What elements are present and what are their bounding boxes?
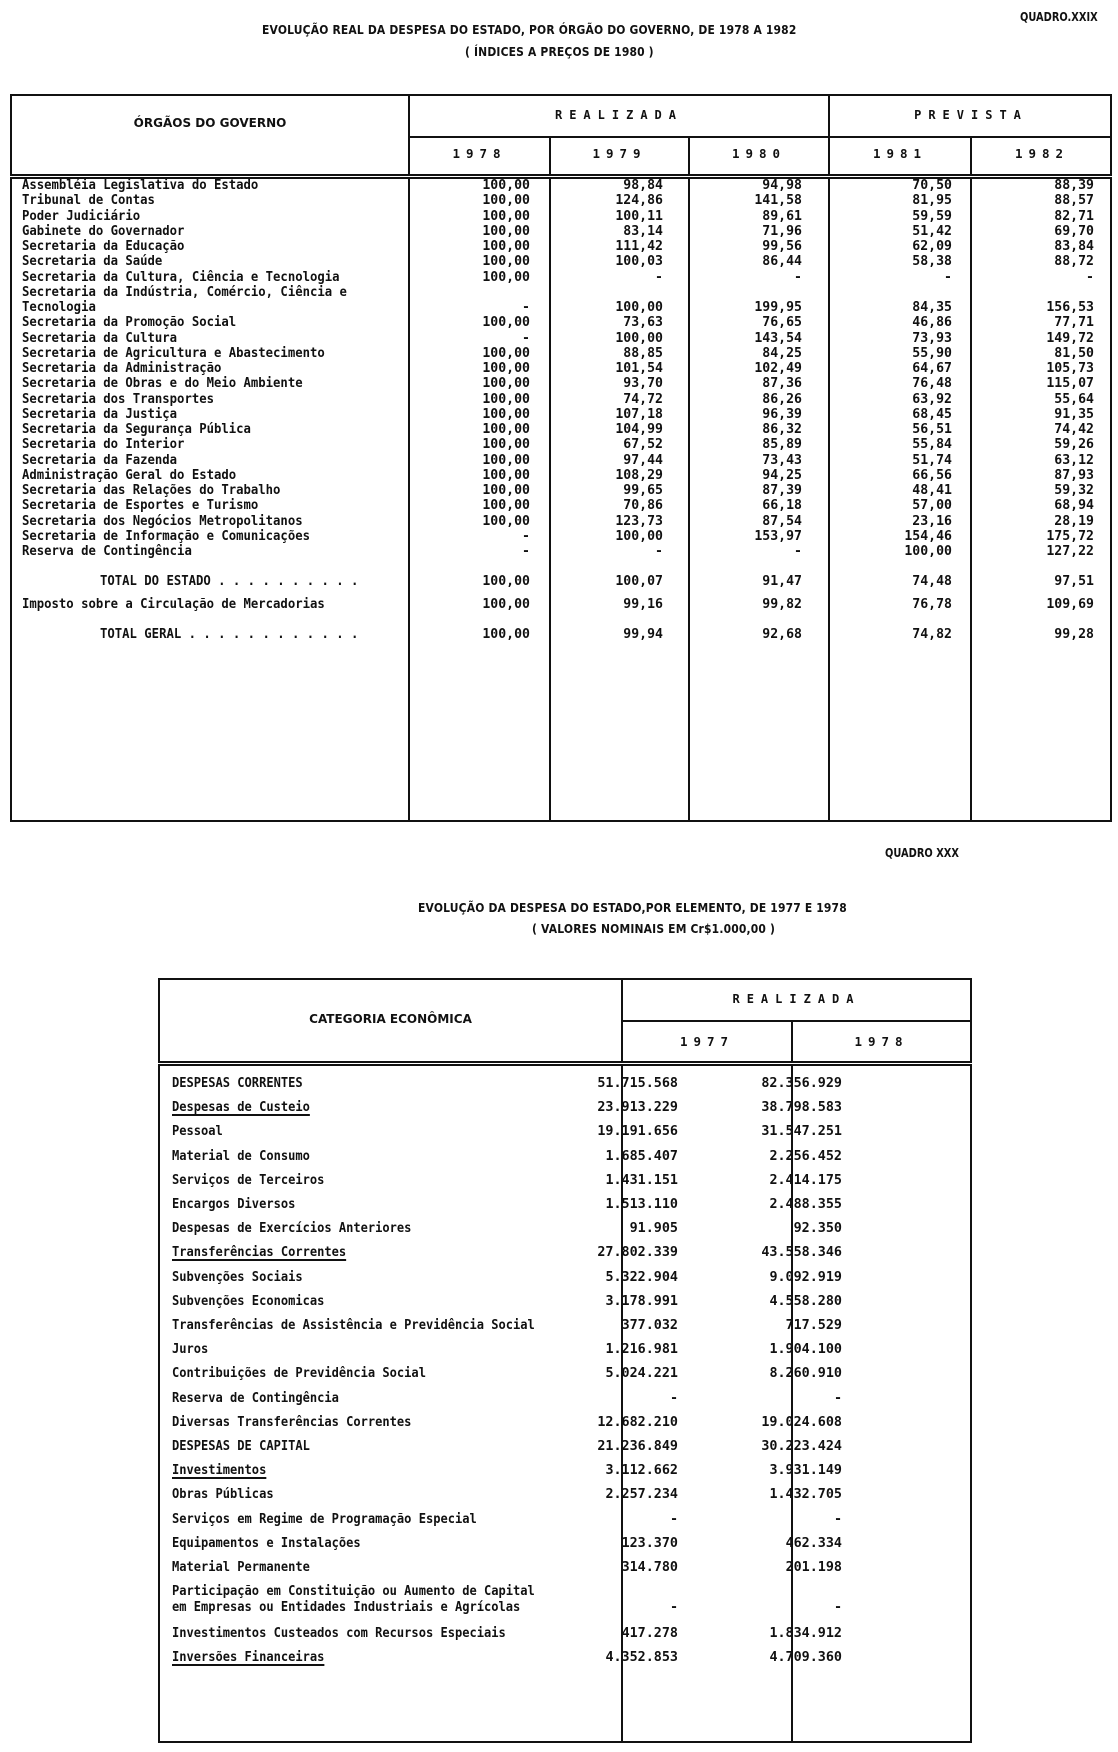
cell-value-1978: 100,00: [482, 223, 530, 239]
cell-value-1981: 56,51: [912, 422, 952, 437]
cell-value-1981: 68,45: [912, 406, 952, 422]
cell-value-1981: 46,86: [912, 315, 952, 331]
cell-value-1982: 109,69: [1046, 597, 1094, 612]
cell-value-1978: -: [522, 544, 530, 559]
cell-value-1982: 82,71: [1054, 208, 1094, 224]
cell-value-1979: 100,00: [615, 330, 663, 346]
cell-value-1980: 87,39: [762, 483, 802, 498]
cell-value-1978: 2.414.175: [769, 1172, 842, 1188]
col-header-1977: 1977: [679, 1034, 735, 1049]
cell-value-1978: 1.834.912: [769, 1626, 842, 1642]
row-label: Secretaria do Interior: [22, 437, 185, 453]
col-header-1978: 1978: [854, 1034, 909, 1049]
row-label: Secretaria da Cultura: [22, 330, 178, 346]
row-label: Secretaria de Informação e Comunicações: [22, 528, 310, 544]
row-label: Secretaria da Administração: [22, 361, 222, 376]
cell-value-1979: 100,07: [615, 574, 663, 589]
cell-value-1978: 82.356.929: [761, 1076, 842, 1091]
cell-value-1978: 100,00: [482, 452, 530, 468]
cell-value-1979: 100,00: [615, 528, 663, 544]
quadro-xxix-title: EVOLUÇÃO REAL DA DESPESA DO ESTADO, POR ÓRGÃO DO GOVERNO, DE 1978 A 1982: [262, 22, 797, 37]
cell-value-1981: 55,84: [912, 437, 952, 453]
row-label: Secretaria de Esportes e Turismo: [22, 498, 259, 514]
cell-value-1980: 94,98: [762, 178, 802, 193]
row-label: Despesas de Custeio: [172, 1100, 310, 1116]
cell-value-1978: 201.198: [785, 1560, 842, 1575]
total-row: [12, 574, 1114, 589]
cell-value-1977: 2.257.234: [605, 1487, 678, 1503]
cell-value-1977: 1.513.110: [605, 1197, 678, 1212]
row-label: Encargos Diversos: [172, 1197, 296, 1212]
row-label: Secretaria dos Negócios Metropolitanos: [22, 513, 303, 529]
row-label: DESPESAS CORRENTES: [172, 1076, 303, 1091]
cell-value-1980: 141,58: [754, 193, 802, 209]
cell-value-1979: 67,52: [623, 437, 663, 453]
cell-value-1982: -: [1086, 269, 1094, 285]
cell-value-1982: 74,42: [1054, 422, 1094, 437]
cell-value-1981: 55,90: [912, 345, 952, 361]
total-row: [12, 627, 1114, 642]
row-label: Inversões Financeiras: [172, 1650, 325, 1666]
cell-value-1979: 111,42: [615, 239, 663, 254]
cell-value-1981: 84,35: [912, 300, 952, 315]
cell-value-1982: 156,53: [1046, 300, 1094, 315]
cell-value-1978: 31.547.251: [761, 1124, 842, 1140]
cell-value-1981: 73,93: [912, 330, 952, 346]
cell-value-1982: 69,70: [1054, 223, 1094, 239]
cell-value-1978: 100,00: [482, 178, 530, 193]
cell-value-1980: 73,43: [762, 452, 802, 468]
cell-value-1980: 143,54: [754, 330, 802, 346]
cell-value-1979: 70,86: [623, 498, 663, 514]
row-label: Serviços em Regime de Programação Especial: [172, 1511, 477, 1527]
cell-value-1978: 100,00: [482, 574, 530, 589]
cell-value-1977: -: [669, 1511, 678, 1527]
row-label: Secretaria das Relações do Trabalho: [22, 483, 281, 498]
cell-value-1981: 48,41: [912, 483, 952, 498]
row-label: TOTAL DO ESTADO . . . . . . . . . .: [100, 574, 359, 589]
cell-value-1979: -: [655, 544, 663, 559]
cell-value-1978: -: [833, 1511, 842, 1527]
cell-value-1981: 100,00: [904, 544, 952, 559]
row-label: Secretaria da Justiça: [22, 406, 178, 422]
cell-value-1980: -: [794, 269, 802, 285]
row-label: Material de Consumo: [172, 1148, 310, 1164]
row-label: Imposto sobre a Circulação de Mercadorias: [22, 597, 325, 612]
cell-value-1978: 43.558.346: [761, 1245, 842, 1261]
cell-value-1980: 99,56: [762, 239, 802, 254]
table-row: [12, 376, 1114, 391]
cell-value-1979: 99,94: [623, 627, 663, 642]
col-header-1981: 1981: [872, 146, 928, 161]
cell-value-1982: 77,71: [1054, 315, 1094, 331]
row-header-categoria: CATEGORIA ECONÔMICA: [309, 1012, 472, 1026]
cell-value-1982: 88,72: [1054, 254, 1094, 270]
cell-value-1977: -: [669, 1600, 678, 1616]
cell-value-1978: 100,00: [482, 361, 530, 376]
cell-value-1979: 99,16: [623, 597, 663, 612]
cell-value-1980: 96,39: [762, 406, 802, 422]
cell-value-1980: 94,25: [762, 467, 802, 483]
row-label: Tribunal de Contas: [22, 193, 155, 209]
table-row: [12, 437, 1114, 452]
cell-value-1978: 100,00: [482, 315, 530, 331]
cell-value-1981: 76,78: [912, 597, 952, 612]
quadro-xxx-title: EVOLUÇÃO DA DESPESA DO ESTADO,POR ELEMENTO, DE 1977 E 1978: [418, 900, 847, 915]
cell-value-1978: -: [522, 300, 530, 315]
cell-value-1980: 76,65: [762, 315, 802, 331]
cell-value-1977: 1.216.981: [605, 1342, 678, 1358]
cell-value-1978: 1.432.705: [769, 1487, 842, 1503]
cell-value-1978: 92.350: [793, 1221, 842, 1237]
table-row: [12, 453, 1114, 468]
table-row: [12, 498, 1114, 513]
table-row: [12, 346, 1114, 361]
cell-value-1981: 23,16: [912, 513, 952, 529]
cell-value-1982: 28,19: [1054, 513, 1094, 529]
cell-value-1978: 30.223.424: [761, 1439, 842, 1454]
cell-value-1982: 55,64: [1054, 391, 1094, 407]
row-label: Contribuições de Previdência Social: [172, 1366, 426, 1382]
cell-value-1977: 91.905: [629, 1221, 678, 1237]
row-label: Despesas de Exercícios Anteriores: [172, 1221, 412, 1237]
cell-value-1982: 87,93: [1054, 467, 1094, 483]
cell-value-1980: 86,32: [762, 422, 802, 437]
row-label: Gabinete do Governador: [22, 223, 185, 239]
cell-value-1978: 100,00: [482, 269, 530, 285]
cell-value-1977: -: [669, 1390, 678, 1406]
col-header-1978: 1978: [452, 146, 507, 161]
cell-value-1978: 100,00: [482, 422, 530, 437]
cell-value-1981: 59,59: [912, 208, 952, 224]
row-label: TOTAL GERAL . . . . . . . . . . . .: [100, 627, 359, 642]
table-despesa-por-orgao: [10, 94, 1112, 822]
cell-value-1982: 97,51: [1054, 574, 1094, 589]
cell-value-1980: 85,89: [762, 437, 802, 453]
row-label: Pessoal: [172, 1124, 223, 1140]
cell-value-1978: 100,00: [482, 437, 530, 453]
row-label: Secretaria de Agricultura e Abastecimento: [22, 345, 325, 361]
table-row: [12, 361, 1114, 376]
cell-value-1979: -: [655, 269, 663, 285]
row-label: Subvenções Economicas: [172, 1293, 325, 1309]
cell-value-1982: 127,22: [1046, 544, 1094, 559]
cell-value-1981: 64,67: [912, 361, 952, 376]
group-header-realizada: REALIZADA: [554, 108, 684, 122]
cell-value-1978: 100,00: [482, 376, 530, 392]
cell-value-1977: 123.370: [621, 1535, 678, 1551]
cell-value-1977: 4.352.853: [605, 1650, 678, 1666]
cell-value-1981: 51,42: [912, 223, 952, 239]
quadro-xxix-label: QUADRO.XXIX: [1020, 10, 1098, 24]
cell-value-1980: 102,49: [754, 361, 802, 376]
group-header-prevista: PREVISTA: [914, 108, 1028, 122]
cell-value-1978: 4.558.280: [769, 1293, 842, 1309]
cell-value-1981: 63,92: [912, 391, 952, 407]
quadro-xxx-label: QUADRO XXX: [885, 846, 959, 860]
cell-value-1979: 101,54: [615, 361, 663, 376]
cell-value-1978: 100,00: [482, 597, 530, 612]
col-header-1980: 1980: [731, 146, 787, 161]
cell-value-1978: 2.256.452: [769, 1148, 842, 1164]
cell-value-1978: 38.798.583: [761, 1100, 842, 1116]
table-row: [12, 209, 1114, 224]
col-header-1979: 1979: [592, 146, 647, 161]
cell-value-1977: 314.780: [621, 1560, 678, 1575]
table-row: [12, 178, 1114, 193]
cell-value-1978: 1.904.100: [769, 1342, 842, 1358]
cell-value-1979: 99,65: [623, 483, 663, 498]
cell-value-1977: 3.178.991: [605, 1293, 678, 1309]
row-label: Subvenções Sociais: [172, 1269, 303, 1285]
table-despesa-por-elemento: [158, 978, 972, 1743]
row-label: Diversas Transferências Correntes: [172, 1414, 412, 1430]
cell-value-1978: 100,00: [482, 254, 530, 270]
cell-value-1978: 100,00: [482, 345, 530, 361]
cell-value-1980: 87,36: [762, 376, 802, 392]
cell-value-1980: 92,68: [762, 627, 802, 642]
row-label: Reserva de Contingência: [172, 1390, 339, 1406]
cell-value-1982: 115,07: [1046, 376, 1094, 392]
cell-value-1981: 62,09: [912, 239, 952, 254]
cell-value-1977: 12.682.210: [597, 1414, 678, 1430]
cell-value-1977: 5.322.904: [605, 1269, 678, 1285]
cell-value-1979: 97,44: [623, 452, 663, 468]
cell-value-1977: 27.802.339: [597, 1245, 678, 1261]
row-label: Serviços de Terceiros: [172, 1172, 325, 1188]
table-row: [12, 392, 1114, 407]
cell-value-1981: 76,48: [912, 376, 952, 392]
cell-value-1977: 377.032: [621, 1318, 678, 1333]
cell-value-1978: 100,00: [482, 467, 530, 483]
group-header-realizada: REALIZADA: [732, 992, 861, 1006]
icms-row: [12, 597, 1114, 612]
table-row: [12, 285, 1114, 300]
row-label: Poder Judiciário: [22, 208, 141, 224]
cell-value-1982: 105,73: [1046, 361, 1094, 376]
table-row: [12, 514, 1114, 529]
cell-value-1981: 51,74: [912, 452, 952, 468]
cell-value-1981: 57,00: [912, 498, 952, 514]
cell-value-1982: 81,50: [1054, 345, 1094, 361]
row-label: Investimentos: [172, 1463, 267, 1479]
cell-value-1978: 100,00: [482, 483, 530, 498]
row-label-continued: em Empresas ou Entidades Industriais e Agrícolas: [172, 1600, 521, 1616]
cell-value-1978: 100,00: [482, 498, 530, 514]
row-label: Investimentos Custeados com Recursos Especiais: [172, 1626, 506, 1642]
row-label: Reserva de Contingência: [22, 544, 192, 559]
row-label: Transferências Correntes: [172, 1245, 347, 1261]
cell-value-1981: 58,38: [912, 254, 952, 270]
cell-value-1977: 5.024.221: [605, 1366, 678, 1382]
cell-value-1978: -: [522, 330, 530, 346]
cell-value-1982: 175,72: [1046, 528, 1094, 544]
cell-value-1979: 108,29: [615, 467, 663, 483]
cell-value-1982: 83,84: [1054, 239, 1094, 254]
row-label: Secretaria da Segurança Pública: [22, 422, 251, 437]
cell-value-1978: 3.931.149: [769, 1463, 842, 1479]
table-row: [12, 331, 1114, 346]
cell-value-1979: 104,99: [615, 422, 663, 437]
cell-value-1979: 100,11: [615, 208, 663, 224]
cell-value-1979: 100,03: [615, 254, 663, 270]
row-label: Juros: [172, 1342, 209, 1358]
cell-value-1978: 100,00: [482, 627, 530, 642]
cell-value-1980: 153,97: [754, 528, 802, 544]
cell-value-1979: 98,84: [623, 178, 663, 193]
row-label: Material Permanente: [172, 1560, 310, 1575]
cell-value-1978: 717.529: [785, 1318, 842, 1333]
cell-value-1978: 2.488.355: [769, 1197, 842, 1212]
cell-value-1981: 66,56: [912, 467, 952, 483]
cell-value-1980: 66,18: [762, 498, 802, 514]
cell-value-1978: 100,00: [482, 208, 530, 224]
cell-value-1977: 19.191.656: [597, 1124, 678, 1140]
cell-value-1981: 81,95: [912, 193, 952, 209]
cell-value-1979: 100,00: [615, 300, 663, 315]
cell-value-1977: 1.685.407: [605, 1148, 678, 1164]
cell-value-1978: -: [522, 528, 530, 544]
cell-value-1982: 68,94: [1054, 498, 1094, 514]
cell-value-1978: 100,00: [482, 513, 530, 529]
cell-value-1981: 70,50: [912, 178, 952, 193]
table-row: [12, 529, 1114, 544]
row-label: Secretaria da Promoção Social: [22, 315, 237, 331]
header-divider: [621, 1020, 970, 1022]
cell-value-1982: 88,57: [1054, 193, 1094, 209]
cell-value-1981: 74,48: [912, 574, 952, 589]
table-row: [12, 270, 1114, 285]
row-label: Administração Geral do Estado: [22, 467, 237, 483]
cell-value-1977: 417.278: [621, 1626, 678, 1642]
cell-value-1980: 99,82: [762, 597, 802, 612]
cell-value-1980: 199,95: [754, 300, 802, 315]
row-label: Secretaria de Obras e do Meio Ambiente: [22, 376, 303, 392]
cell-value-1981: 154,46: [904, 528, 952, 544]
cell-value-1979: 83,14: [623, 223, 663, 239]
row-header-orgaos: ÓRGÃOS DO GOVERNO: [133, 116, 287, 130]
cell-value-1979: 123,73: [615, 513, 663, 529]
table-row: [12, 422, 1114, 437]
table-row: [12, 315, 1114, 330]
cell-value-1979: 88,85: [623, 345, 663, 361]
table-row: [12, 224, 1114, 239]
quadro-xxix-subtitle: ( ÍNDICES A PREÇOS DE 1980 ): [465, 44, 654, 59]
cell-value-1980: 84,25: [762, 345, 802, 361]
cell-value-1980: -: [794, 544, 802, 559]
row-label: Secretaria da Saúde: [22, 254, 163, 270]
row-label: Assembléia Legislativa do Estado: [22, 178, 259, 193]
row-label: Secretaria da Cultura, Ciência e Tecnologia: [22, 269, 340, 285]
cell-value-1982: 63,12: [1054, 452, 1094, 468]
row-label: DESPESAS DE CAPITAL: [172, 1439, 310, 1454]
cell-value-1982: 99,28: [1054, 627, 1094, 642]
quadro-xxx-subtitle: ( VALORES NOMINAIS EM Cr$1.000,00 ): [532, 921, 776, 936]
row-label: Transferências de Assistência e Previdência Social: [172, 1318, 535, 1333]
cell-value-1979: 93,70: [623, 376, 663, 392]
cell-value-1979: 73,63: [623, 315, 663, 331]
row-label: Secretaria dos Transportes: [22, 391, 214, 407]
cell-value-1977: 1.431.151: [605, 1172, 678, 1188]
header-divider: [408, 136, 1110, 138]
table-row: [12, 407, 1114, 422]
cell-value-1978: -: [833, 1390, 842, 1406]
row-label: Participação em Constituição ou Aumento de Capital: [172, 1584, 535, 1600]
cell-value-1978: 462.334: [785, 1535, 842, 1551]
row-label: Secretaria da Fazenda: [22, 452, 178, 468]
cell-value-1980: 91,47: [762, 574, 802, 589]
cell-value-1977: 21.236.849: [597, 1439, 678, 1454]
cell-value-1980: 87,54: [762, 513, 802, 529]
cell-value-1980: 86,44: [762, 254, 802, 270]
cell-value-1978: 4.709.360: [769, 1650, 842, 1666]
cell-value-1978: 8.260.910: [769, 1366, 842, 1382]
cell-value-1981: 74,82: [912, 627, 952, 642]
cell-value-1978: 9.092.919: [769, 1269, 842, 1285]
cell-value-1979: 107,18: [615, 406, 663, 422]
header-double-rule: [158, 1061, 972, 1066]
cell-value-1982: 59,32: [1054, 483, 1094, 498]
table-row: [12, 483, 1114, 498]
cell-value-1982: 149,72: [1046, 330, 1094, 346]
table-row: [12, 300, 1114, 315]
row-label: Tecnologia: [22, 300, 96, 315]
table-row: [12, 544, 1114, 559]
row-label: Secretaria da Indústria, Comércio, Ciência e: [22, 284, 347, 300]
cell-value-1978: 100,00: [482, 239, 530, 254]
table-row: [12, 254, 1114, 269]
cell-value-1979: 124,86: [615, 193, 663, 209]
col-header-1982: 1982: [1014, 146, 1070, 161]
cell-value-1977: 51.715.568: [597, 1076, 678, 1091]
cell-value-1978: 19.024.608: [761, 1414, 842, 1430]
row-label: Secretaria da Educação: [22, 239, 185, 254]
cell-value-1982: 91,35: [1054, 406, 1094, 422]
cell-value-1981: -: [944, 269, 952, 285]
table-row: [12, 468, 1114, 483]
cell-value-1982: 59,26: [1054, 437, 1094, 453]
cell-value-1978: 100,00: [482, 406, 530, 422]
cell-value-1982: 88,39: [1054, 178, 1094, 193]
cell-value-1978: 100,00: [482, 193, 530, 209]
cell-value-1977: 23.913.229: [597, 1100, 678, 1116]
cell-value-1980: 86,26: [762, 391, 802, 407]
row-label: Obras Públicas: [172, 1487, 274, 1503]
cell-value-1980: 71,96: [762, 223, 802, 239]
cell-value-1978: -: [833, 1600, 842, 1616]
table-row: [12, 239, 1114, 254]
table-row: [12, 193, 1114, 208]
cell-value-1977: 3.112.662: [605, 1463, 678, 1479]
cell-value-1978: 100,00: [482, 391, 530, 407]
cell-value-1980: 89,61: [762, 208, 802, 224]
row-label: Equipamentos e Instalações: [172, 1535, 361, 1551]
cell-value-1979: 74,72: [623, 391, 663, 407]
